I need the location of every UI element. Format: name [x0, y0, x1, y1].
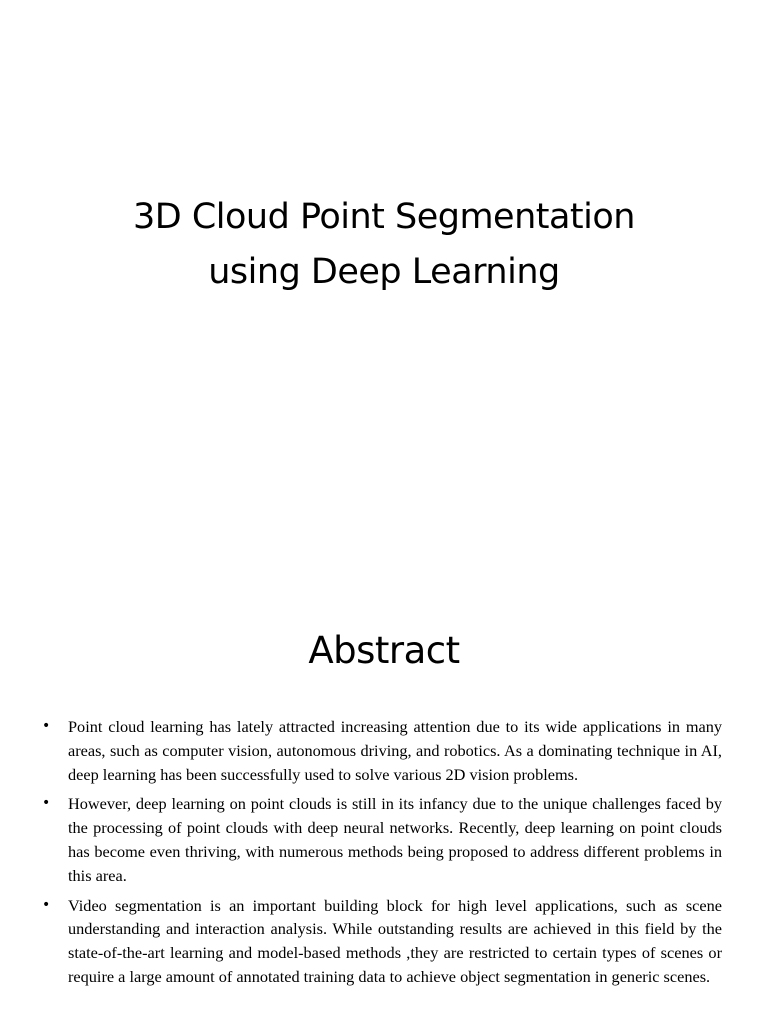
abstract-bullet-item — [0, 792, 768, 887]
bullet-dot-icon: • — [42, 795, 51, 812]
abstract-bullet-item — [0, 894, 768, 989]
slide-title-line-2: using Deep Learning — [208, 252, 560, 292]
abstract-heading: Abstract — [308, 629, 460, 672]
abstract-slide — [0, 576, 768, 1024]
bullet-dot-icon: • — [42, 718, 51, 734]
bullet-dot-icon: • — [42, 896, 51, 913]
slide-title-line-1: 3D Cloud Point Segmentation — [133, 197, 635, 237]
abstract-bullet-text: Point cloud learning has lately attracted increasing attention due to its wide applications in many areas, such as computer vision, autonomous driving, and robotics. As a dominating technique in AI, deep learning has been successfully used to solve various 2D vision problems. — [68, 717, 722, 784]
abstract-bullet-text: However, deep learning on point clouds is still in its infancy due to the unique challenges faced by the processing of point clouds with deep neural networks. Recently, deep learning on point clouds has become even thriving, with numerous methods being proposed to address different problems in this area. — [68, 794, 722, 885]
slide-title — [0, 190, 768, 300]
abstract-bullet-item — [0, 715, 768, 786]
abstract-bullet-text: Video segmentation is an important building block for high level applications, such as scene understanding and interaction analysis. While outstanding results are achieved in this field by the state-of-the-art learning and model-based methods ,they are restricted to certain types of scenes or require a large amount of annotated training data to achieve object segmentation in generic scenes. — [68, 895, 722, 986]
abstract-bullet-list — [0, 715, 768, 995]
